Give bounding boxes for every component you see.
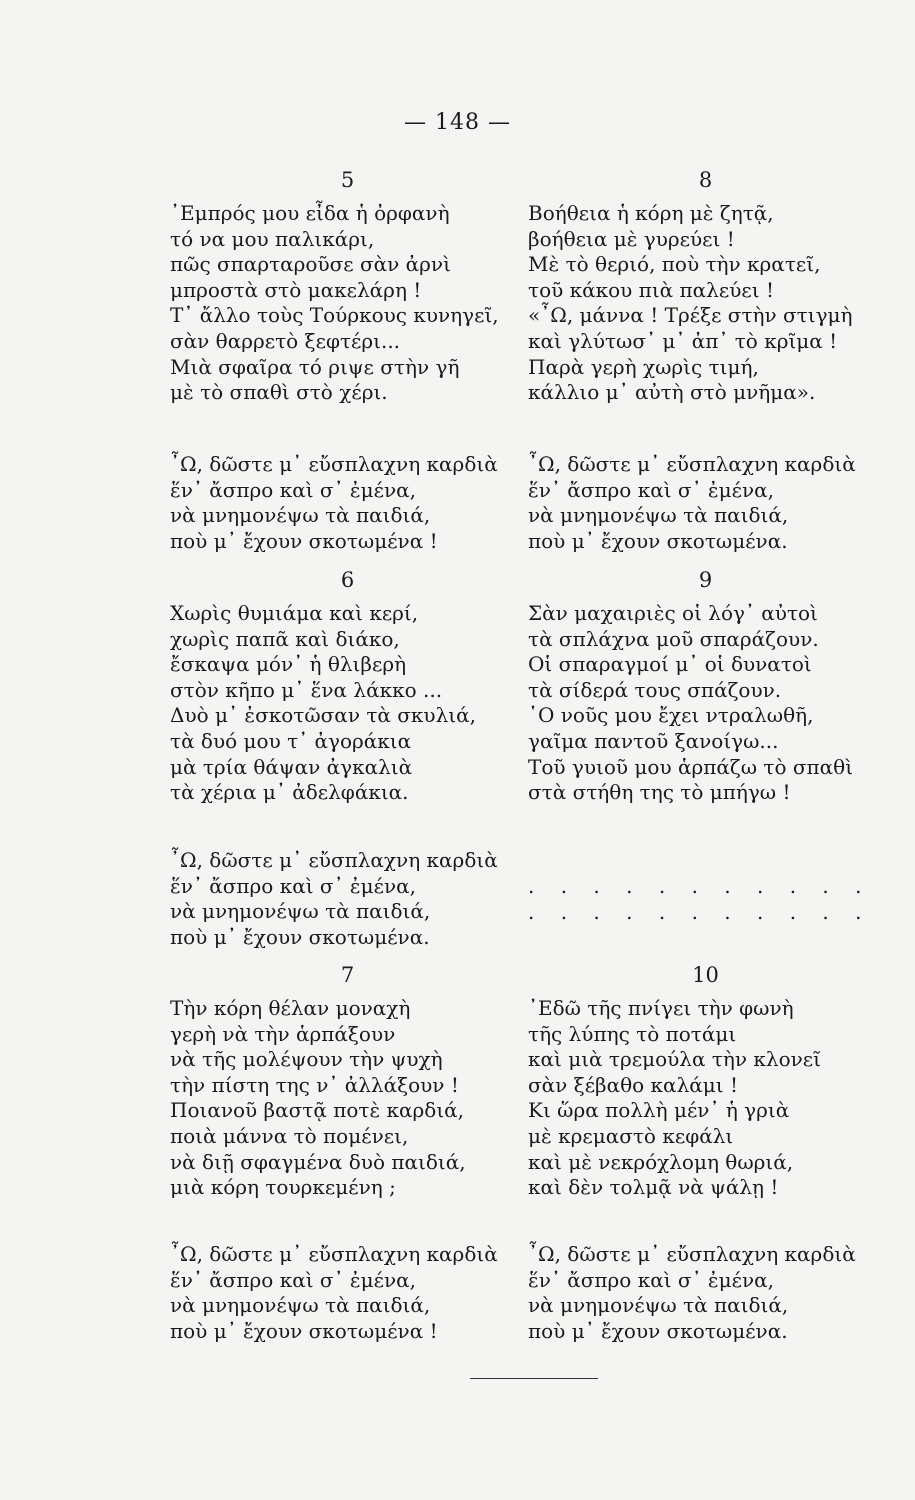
verse-line: χωρὶς παπᾶ καὶ διάκο, [170, 626, 400, 651]
refrain [170, 848, 525, 950]
stanza-number: 9 [698, 568, 713, 592]
verse-line: τὴν πίστη της ν᾿ ἀλλάξουν ! [170, 1072, 459, 1097]
verse-line: ῏Ω, δῶστε μ᾿ εὔσπλαχνη καρδιὰ [528, 452, 856, 476]
ellipsis-rows [528, 874, 883, 925]
verse-line: καὶ μιὰ τρεμούλα τὴν κλονεῖ [528, 1047, 821, 1072]
verse-line: νὰ μνημονέψω τὰ παιδιά, [528, 503, 789, 528]
verse-line: σὰν ξέβαθο καλάμι ! [528, 1072, 738, 1097]
refrain [170, 1242, 525, 1344]
verse-line: στὰ στήθη της τὸ μπήγω ! [528, 780, 791, 805]
verse-line: Τὴν κόρη θέλαν μοναχὴ [170, 996, 411, 1020]
stanza-number: 10 [692, 963, 719, 987]
verse-line: Παρὰ γερὴ χωρὶς τιμή, [528, 354, 759, 379]
verse-line: ποὺ μ᾿ ἔχουν σκοτωμένα ! [170, 1318, 438, 1343]
verse-line: μιὰ κόρη τουρκεμένη ; [170, 1175, 396, 1200]
verse-line: ῾Ο νοῦς μου ἔχει ντραλωθῆ, [528, 703, 814, 728]
stanza-10 [528, 963, 883, 1201]
verse-line: νὰ μνημονέψω τὰ παιδιά, [170, 503, 431, 528]
ellipsis-line: . . . . . . . . . . . [528, 874, 872, 898]
verse-line: ᾿Εδῶ τῆς πνίγει τὴν φωνὴ [528, 996, 794, 1020]
verse-line: τὰ δυό μου τ᾿ ἀγοράκια [170, 728, 412, 753]
stanza-6 [170, 568, 525, 806]
ellipsis-line: . . . . . . . . . . . [528, 899, 872, 924]
verse-line: μὰ τρία θάψαν ἀγκαλιὰ [170, 754, 413, 779]
verse-line: γερὴ νὰ τὴν ἁρπάξουν [170, 1021, 396, 1046]
verse-line: ῏Ω, δῶστε μ᾿ εὔσπλαχνη καρδιὰ [170, 452, 498, 476]
verse-line: ᾿Εμπρός μου εἶδα ἡ ὀρφανὴ [170, 201, 450, 225]
verse-line: Βοήθεια ἡ κόρη μὲ ζητᾷ, [528, 201, 774, 225]
verse-line: νὰ τῆς μολέψουν τὴν ψυχὴ [170, 1047, 443, 1072]
verse-line: Χωρὶς θυμιάμα καὶ κερί, [170, 601, 419, 625]
verse-line: Κι ὥρα πολλὴ μέν᾿ ἡ γριὰ [528, 1098, 790, 1123]
stanza-8 [528, 168, 883, 406]
verse-line: ἔσκαψα μόν᾿ ἡ θλιβερὴ [170, 652, 407, 677]
verse-line: νὰ μνημονέψω τὰ παιδιά, [170, 1293, 431, 1318]
verse-line: τὰ χέρια μ᾿ ἀδελφάκια. [170, 780, 409, 805]
verse-line: ποὺ μ᾿ ἔχουν σκοτωμένα. [170, 924, 430, 949]
end-rule [470, 1378, 598, 1379]
verse-line: τὰ σίδερά τους σπάζουν. [528, 677, 782, 702]
verse-line: ἕν᾿ ἄσπρο καὶ σ᾿ ἐμένα, [528, 1267, 775, 1292]
verse-line: Σὰν μαχαιριὲς οἱ λόγ᾿ αὐτοὶ [528, 601, 818, 625]
verse-line: καὶ μὲ νεκρόχλομη θωριά, [528, 1149, 794, 1174]
verse-line: καὶ δὲν τολμᾷ νὰ ψάλῃ ! [528, 1175, 779, 1200]
verse-line: βοήθεια μὲ γυρεύει ! [528, 226, 735, 251]
stanza-9 [528, 568, 883, 806]
verse-line: μὲ κρεμαστὸ κεφάλι [528, 1123, 734, 1148]
verse-line: ποὺ μ᾿ ἔχουν σκοτωμένα. [528, 528, 788, 553]
verse-line: Μὲ τὸ θεριό, ποὺ τὴν κρατεῖ, [528, 252, 821, 277]
verse-line: ἕν᾿ ἄσπρο καὶ σ᾿ ἐμένα, [170, 477, 417, 502]
verse-line: μὲ τὸ σπαθὶ στὸ χέρι. [170, 380, 388, 405]
verse-line: ῏Ω, δῶστε μ᾿ εὔσπλαχνη καρδιὰ [528, 1242, 856, 1266]
verse-line: ποιὰ μάννα τὸ πομένει, [170, 1123, 409, 1148]
verse-line: Ποιανοῦ βαστᾷ ποτὲ καρδιά, [170, 1098, 465, 1123]
verse-line: «῏Ω, μάννα ! Τρέξε στὴν στιγμὴ [528, 303, 853, 328]
verse-line: πῶς σπαρταροῦσε σὰν ἀρνὶ [170, 252, 451, 277]
page-number: — 148 — [404, 110, 511, 135]
verse-line: τοῦ κάκου πιὰ παλεύει ! [528, 277, 774, 302]
verse-line: τὰ σπλάχνα μοῦ σπαράζουν. [528, 626, 819, 651]
refrain [170, 452, 525, 554]
refrain [528, 1242, 883, 1344]
stanza-number: 7 [340, 963, 355, 987]
verse-line: νὰ μνημονέψω τὰ παιδιά, [170, 899, 431, 924]
verse-line: ποὺ μ᾿ ἔχουν σκοτωμένα ! [170, 528, 438, 553]
verse-line: σὰν θαρρετὸ ξεφτέρι... [170, 328, 401, 353]
verse-line: ῏Ω, δῶστε μ᾿ εὔσπλαχνη καρδιὰ [170, 848, 498, 872]
verse-line: στὸν κῆπο μ᾿ ἕνα λάκκο ... [170, 677, 443, 702]
verse-line: τῆς λύπης τὸ ποτάμι [528, 1021, 737, 1046]
verse-line: Τοῦ γυιοῦ μου ἁρπάζω τὸ σπαθὶ [528, 754, 854, 779]
verse-line: Οἱ σπαραγμοί μ᾿ οἱ δυνατοὶ [528, 652, 812, 677]
stanza-number: 8 [698, 168, 713, 192]
verse-line: μπροστὰ στὸ μακελάρη ! [170, 277, 422, 302]
verse-line: ἕν᾿ ἄσπρο καὶ σ᾿ ἐμένα, [528, 477, 775, 502]
verse-line: ἕν᾿ ἄσπρο καὶ σ᾿ ἐμένα, [170, 1267, 417, 1292]
stanza-number: 6 [340, 568, 355, 592]
verse-line: γαῖμα παντοῦ ξανοίγω... [528, 728, 779, 753]
verse-line: Δυὸ μ᾿ ἐσκοτῶσαν τὰ σκυλιά, [170, 703, 476, 728]
verse-line: ποὺ μ᾿ ἔχουν σκοτωμένα. [528, 1318, 788, 1343]
verse-line: ῏Ω, δῶστε μ᾿ εὔσπλαχνη καρδιὰ [170, 1242, 498, 1266]
verse-line: κάλλιο μ᾿ αὐτὴ στὸ μνῆμα». [528, 380, 816, 405]
verse-line: νὰ διῇ σφαγμένα δυὸ παιδιά, [170, 1149, 466, 1174]
verse-line: Τ᾿ ἄλλο τοὺς Τούρκους κυνηγεῖ, [170, 303, 499, 328]
verse-line: καὶ γλύτωσ᾿ μ᾿ ἀπ᾿ τὸ κρῖμα ! [528, 328, 838, 353]
verse-line: νὰ μνημονέψω τὰ παιδιά, [528, 1293, 789, 1318]
verse-line: Μιὰ σφαῖρα τό ριψε στὴν γῆ [170, 354, 460, 379]
stanza-5 [170, 168, 525, 406]
stanza-number: 5 [340, 168, 355, 192]
verse-line: τό να μου παλικάρι, [170, 226, 375, 251]
verse-line: ἕν᾿ ἄσπρο καὶ σ᾿ ἐμένα, [170, 873, 417, 898]
stanza-7 [170, 963, 525, 1201]
refrain [528, 452, 883, 554]
